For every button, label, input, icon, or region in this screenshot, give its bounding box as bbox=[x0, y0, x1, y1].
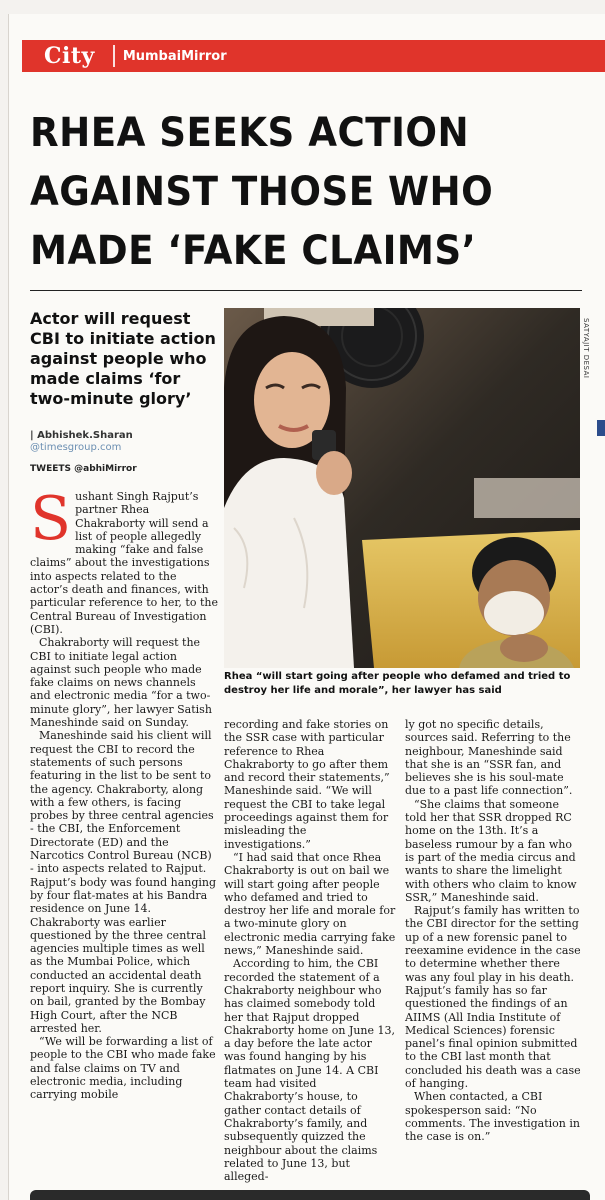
paragraph: Maneshinde said his client will request the CBI to record the statements of such persons featuring in the list to be sent to the agency. Chakraborty, along with a few others, is facing probes by three central agencies - the CBI, the Enforcement Directorate (ED) and the Narcotics Control Bureau (NCB) - into aspects related to Rajput. Rajput’s body was found hanging by four flat-mates at his Bandra residence on June 14. Chakraborty was earlier questioned by the three central agencies multiple times as well as the Mumbai Police, which conducted an accidental death report inquiry. She is currently on bail, granted by the Bombay High Court, after the NCB arrested her. bbox=[30, 729, 217, 1035]
paragraph: Chakraborty will request the CBI to initiate legal action against such people who made fake claims on news channels and electronic media “for a two-minute glory”, her lawyer Satish Maneshinde said on Sunday. bbox=[30, 636, 212, 730]
article-column-2 bbox=[224, 718, 396, 1183]
byline-author: | Abhishek.Sharan bbox=[30, 430, 133, 441]
headline-line-3: MADE ‘FAKE CLAIMS’ bbox=[30, 228, 477, 274]
deck-subheadline: Actor will request CBI to initiate action against people who made claims ‘for two-minute glory’ bbox=[30, 309, 216, 408]
headline bbox=[30, 104, 562, 281]
photo-credit: SATYAJIT DESAI bbox=[582, 318, 590, 379]
byline-twitter-handle: TWEETS @abhiMirror bbox=[30, 464, 137, 474]
next-headline-fragment bbox=[30, 1190, 590, 1200]
article-photo bbox=[224, 308, 580, 668]
publication-brand: MumbaiMirror bbox=[122, 48, 227, 64]
lead-text: ushant Singh Rajput’s partner Rhea Chakraborty will send a list of people allegedly making “fake and false claims” about the investigations into aspects related to the actor’s death and finances, with particular reference to her, to the Central Bureau of Investigation (CBI). bbox=[30, 490, 218, 636]
section-divider bbox=[113, 45, 115, 67]
byline bbox=[30, 430, 220, 454]
article-column-3 bbox=[405, 718, 581, 1144]
headline-rule bbox=[30, 290, 582, 291]
photo-illustration bbox=[224, 308, 580, 668]
paragraph: When contacted, a CBI spokesperson said: “No comments. The investigation in the case is on.” bbox=[405, 1090, 580, 1144]
paragraph: Rajput’s family has written to the CBI director for the setting up of a new forensic panel to reexamine evidence in the case to determine whether there was any foul play in his death. Rajput’s family has so far questioned the findings of an AIIMS (All India Institute of Medical Sciences) forensic panel’s final opinion submitted to the CBI last month that concluded his death was a case of hanging. bbox=[405, 904, 581, 1091]
paragraph: According to him, the CBI recorded the statement of a Chakraborty neighbour who has claimed somebody told her that Rajput dropped Chakraborty home on June 13, a day before the late actor was found hanging by his flatmates on June 14. A CBI team had visited Chakraborty’s house, to gather contact details of Chakraborty’s family, and subsequently quizzed the neighbour about the claims related to June 13, but alleged- bbox=[224, 957, 396, 1184]
article-column-1 bbox=[30, 484, 218, 1102]
paragraph: recording and fake stories on the SSR case with particular reference to Rhea Chakraborty to go after them and record their statements,” Maneshinde said. “We will request the CBI to take legal proceedings against them for misleading the investigations.” bbox=[224, 718, 390, 851]
paragraph: “I had said that once Rhea Chakraborty is out on bail we will start going after people who defamed and tried to destroy her life and morale for a two-minute glory on electronic media carrying fake news,” Maneshinde said. bbox=[224, 850, 396, 958]
drop-cap: S bbox=[30, 484, 72, 554]
section-name: City bbox=[44, 43, 95, 69]
byline-email: @timesgroup.com bbox=[30, 442, 122, 453]
paragraph: “We will be forwarding a list of people to the CBI who made fake and false claims on TV and electronic media, including carrying mobile bbox=[30, 1035, 216, 1102]
lead-paragraph bbox=[30, 484, 218, 636]
headline-line-1: RHEA SEEKS ACTION bbox=[30, 110, 470, 156]
headline-line-2: AGAINST THOSE WHO bbox=[30, 169, 494, 215]
paragraph: ly got no specific details, sources said. Referring to the neighbour, Maneshinde said that she is an “SSR fan, and believes she is his soul-mate due to a past life connection”. bbox=[405, 718, 573, 798]
photo-caption: Rhea “will start going after people who defamed and tried to destroy her life and morale”, her lawyer has said bbox=[224, 671, 571, 696]
page-edge-tab bbox=[597, 420, 605, 436]
section-header-bar bbox=[22, 40, 605, 72]
paragraph: “She claims that someone told her that SSR dropped RC home on the 13th. It’s a baseless rumour by a fan who is part of the media circus and wants to share the limelight with others who claim to know SSR,” Maneshinde said. bbox=[405, 797, 577, 904]
